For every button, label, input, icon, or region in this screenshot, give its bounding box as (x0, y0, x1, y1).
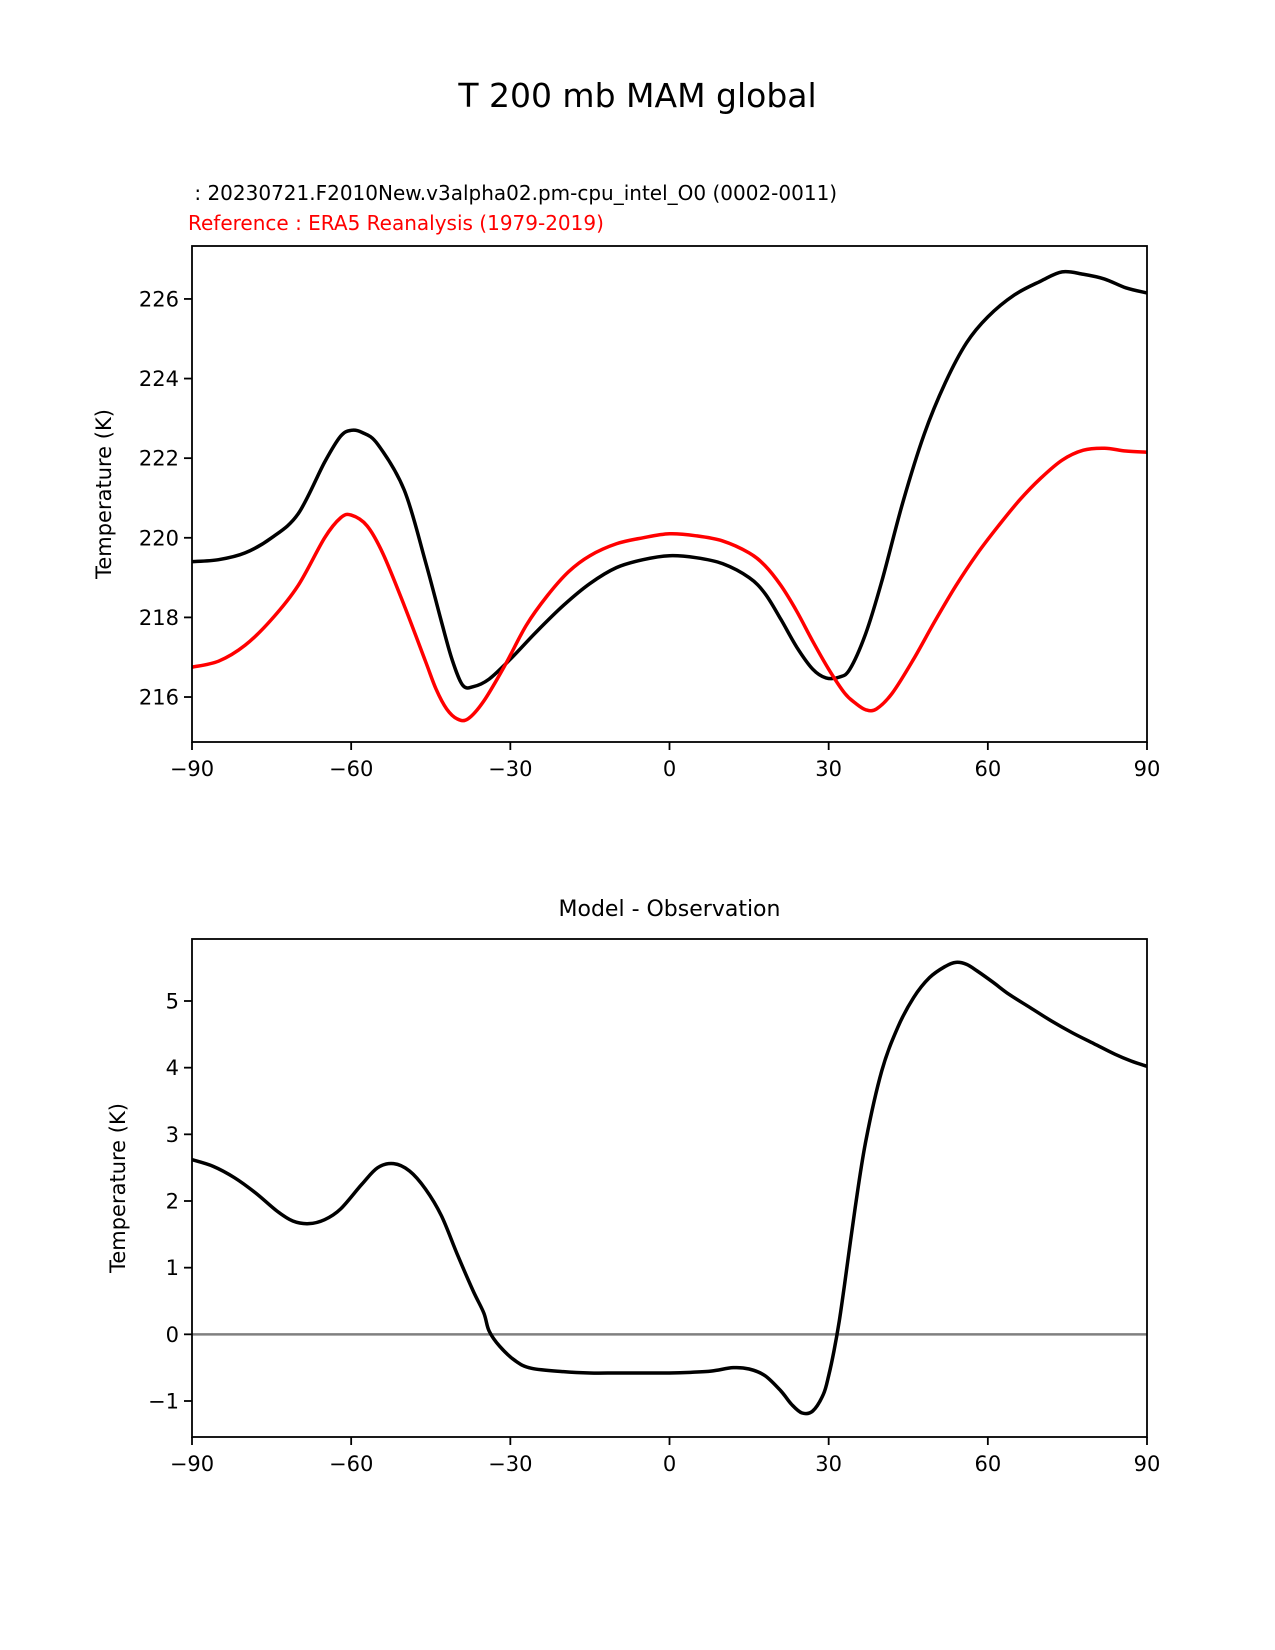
bottom-chart-y-axis-label: Temperature (K) (106, 1103, 130, 1273)
y-axis-tick-label: 2 (165, 1189, 179, 1214)
x-axis-tick-label: 90 (1133, 757, 1161, 781)
x-axis-tick-label: 90 (1133, 1452, 1161, 1476)
plot-frame (192, 939, 1147, 1437)
x-axis-tick-label: 0 (662, 757, 677, 781)
x-axis-tick-label: 0 (662, 1452, 677, 1476)
x-axis-tick-label: 60 (974, 757, 1002, 781)
y-axis-tick-label: −1 (148, 1389, 179, 1414)
reference-subtitle: Reference : ERA5 Reanalysis (1979-2019) (188, 211, 604, 235)
x-axis-tick-label: 30 (815, 757, 843, 781)
x-axis-tick-label: −90 (169, 1452, 215, 1476)
y-axis-tick-label: 0 (165, 1322, 179, 1347)
y-axis-tick-label: 226 (138, 287, 179, 312)
x-axis-tick-label: −30 (488, 1452, 533, 1476)
x-axis-tick-label: −60 (329, 1452, 374, 1476)
model-run-subtitle: : 20230721.F2010New.v3alpha02.pm-cpu_intel_O0 (0002-0011) (188, 181, 838, 205)
x-axis-tick-label: −60 (329, 757, 374, 781)
x-axis-tick-label: 60 (974, 1452, 1002, 1476)
top-temperature-chart (139, 246, 1160, 781)
y-axis-tick-label: 222 (138, 446, 179, 471)
y-axis-tick-label: 4 (165, 1056, 179, 1081)
plot-frame (192, 246, 1147, 742)
reference-temperature-curve (192, 448, 1147, 721)
figure-title: T 200 mb MAM global (458, 76, 817, 115)
difference-chart-title: Model - Observation (558, 897, 781, 922)
x-axis-tick-label: −90 (169, 757, 215, 781)
top-chart-y-axis-label: Temperature (K) (92, 409, 116, 579)
model-temperature-curve (192, 272, 1147, 688)
x-axis-tick-label: 30 (815, 1452, 843, 1476)
y-axis-tick-label: 224 (138, 367, 179, 392)
y-axis-tick-label: 220 (138, 526, 179, 551)
y-axis-tick-label: 216 (138, 685, 179, 710)
y-axis-tick-label: 218 (138, 605, 179, 630)
x-axis-tick-label: −30 (488, 757, 533, 781)
difference-curve (192, 962, 1147, 1413)
y-axis-tick-label: 1 (165, 1256, 179, 1281)
y-axis-tick-label: 5 (165, 989, 179, 1014)
y-axis-tick-label: 3 (165, 1122, 179, 1147)
difference-chart (148, 939, 1160, 1476)
